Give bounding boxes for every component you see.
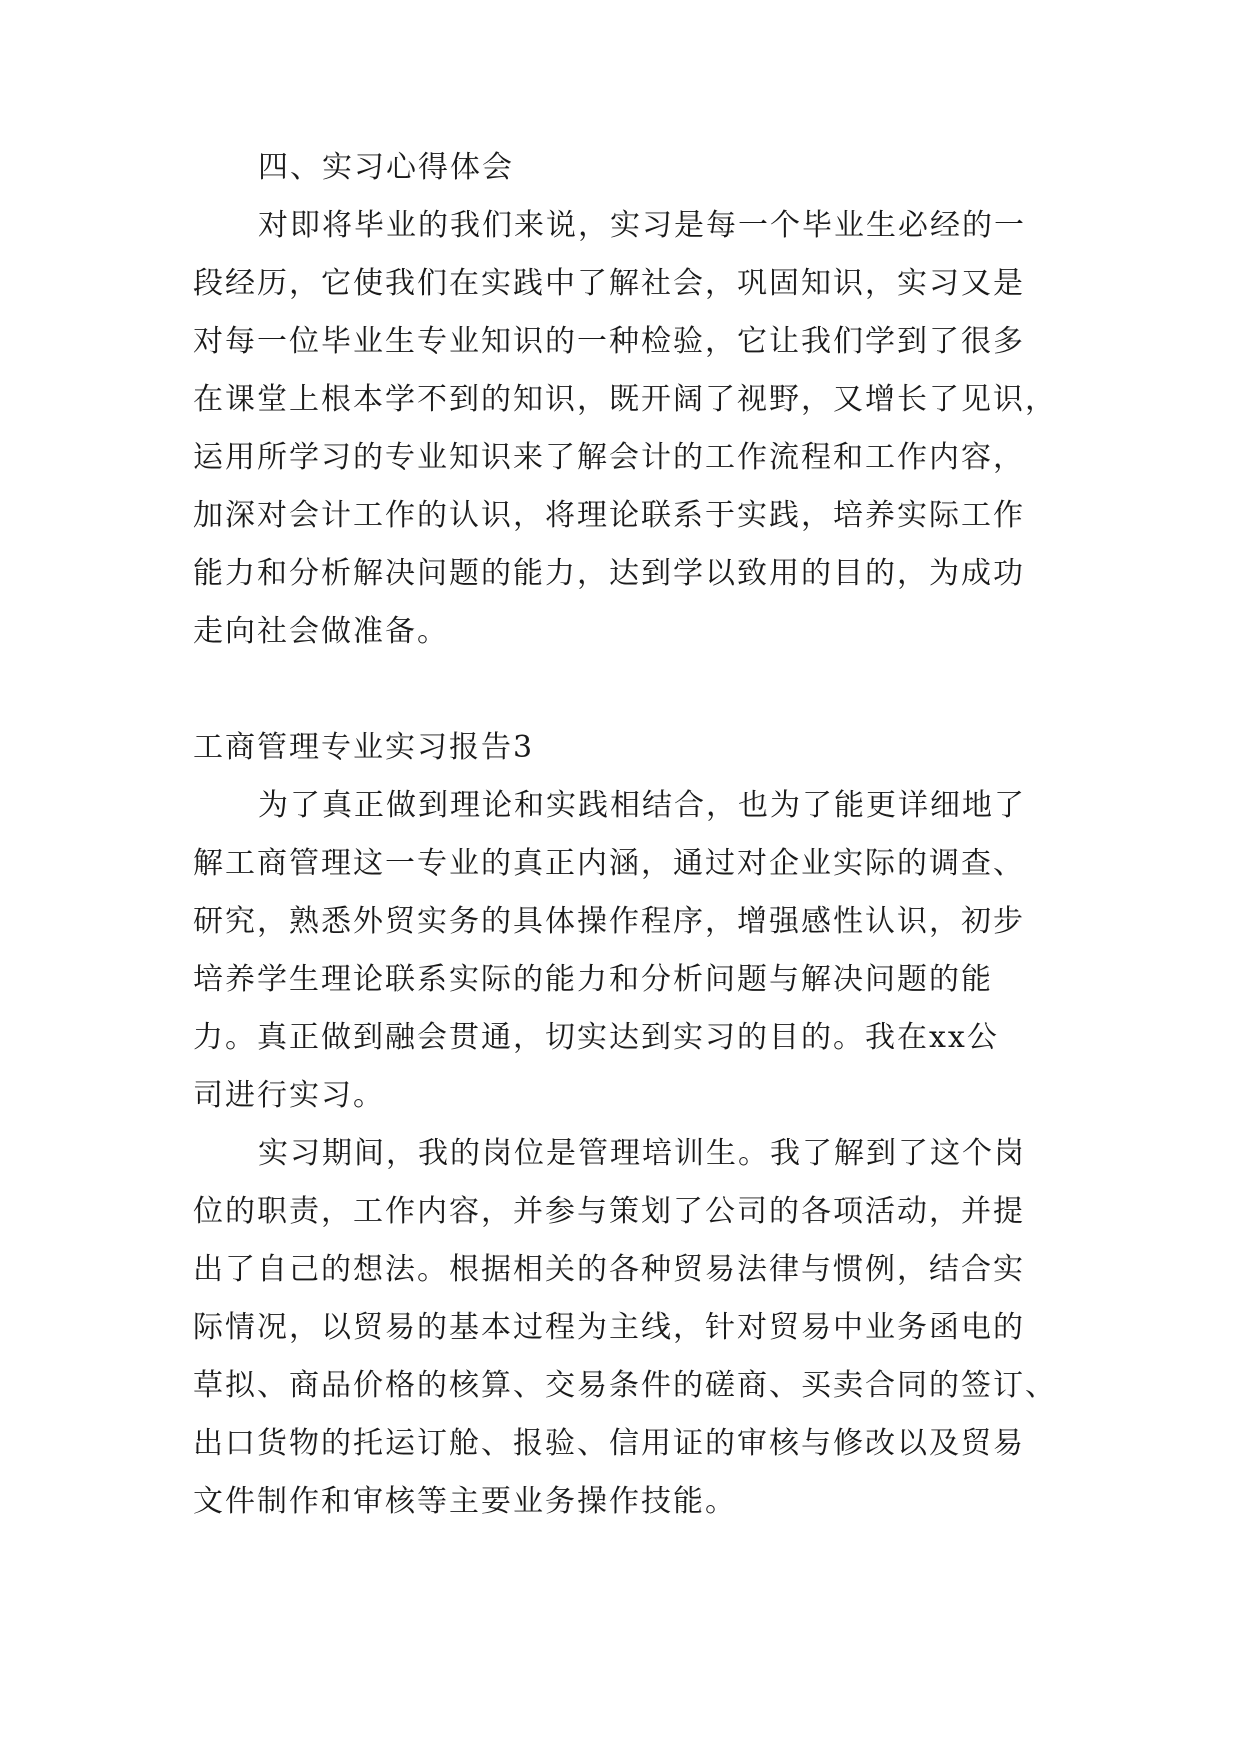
- paragraph-line: 运用所学习的专业知识来了解会计的工作流程和工作内容，: [193, 440, 1025, 475]
- section-heading: 四、实习心得体会: [258, 150, 514, 185]
- paragraph-line: 对每一位毕业生专业知识的一种检验，它让我们学到了很多: [193, 324, 1025, 359]
- paragraph-line: 在课堂上根本学不到的知识，既开阔了视野，又增长了见识，: [193, 382, 1057, 417]
- paragraph-line: 为了真正做到理论和实践相结合，也为了能更详细地了: [258, 788, 1026, 823]
- paragraph-line: 草拟、商品价格的核算、交易条件的磋商、买卖合同的签订、: [193, 1368, 1057, 1403]
- paragraph-line: 出口货物的托运订舱、报验、信用证的审核与修改以及贸易: [193, 1426, 1025, 1461]
- paragraph-line: 力。真正做到融会贯通，切实达到实习的目的。我在xx公: [193, 1020, 999, 1055]
- paragraph-line: 能力和分析解决问题的能力，达到学以致用的目的，为成功: [193, 556, 1025, 591]
- paragraph-line: 位的职责，工作内容，并参与策划了公司的各项活动，并提: [193, 1194, 1025, 1229]
- paragraph-line: 对即将毕业的我们来说，实习是每一个毕业生必经的一: [258, 208, 1026, 243]
- paragraph-line: 司进行实习。: [193, 1078, 385, 1113]
- paragraph-line: 段经历，它使我们在实践中了解社会，巩固知识，实习又是: [193, 266, 1025, 301]
- paragraph-line: 研究，熟悉外贸实务的具体操作程序，增强感性认识，初步: [193, 904, 1025, 939]
- paragraph-line: 文件制作和审核等主要业务操作技能。: [193, 1484, 737, 1519]
- paragraph-line: 解工商管理这一专业的真正内涵，通过对企业实际的调查、: [193, 846, 1025, 881]
- report-title: 工商管理专业实习报告3: [193, 730, 535, 765]
- paragraph-line: 出了自己的想法。根据相关的各种贸易法律与惯例，结合实: [193, 1252, 1025, 1287]
- paragraph-line: 际情况，以贸易的基本过程为主线，针对贸易中业务函电的: [193, 1310, 1025, 1345]
- paragraph-line: 培养学生理论联系实际的能力和分析问题与解决问题的能: [193, 962, 993, 997]
- paragraph-line: 实习期间，我的岗位是管理培训生。我了解到了这个岗: [258, 1136, 1026, 1171]
- paragraph-line: 加深对会计工作的认识，将理论联系于实践，培养实际工作: [193, 498, 1025, 533]
- paragraph-line: 走向社会做准备。: [193, 614, 449, 649]
